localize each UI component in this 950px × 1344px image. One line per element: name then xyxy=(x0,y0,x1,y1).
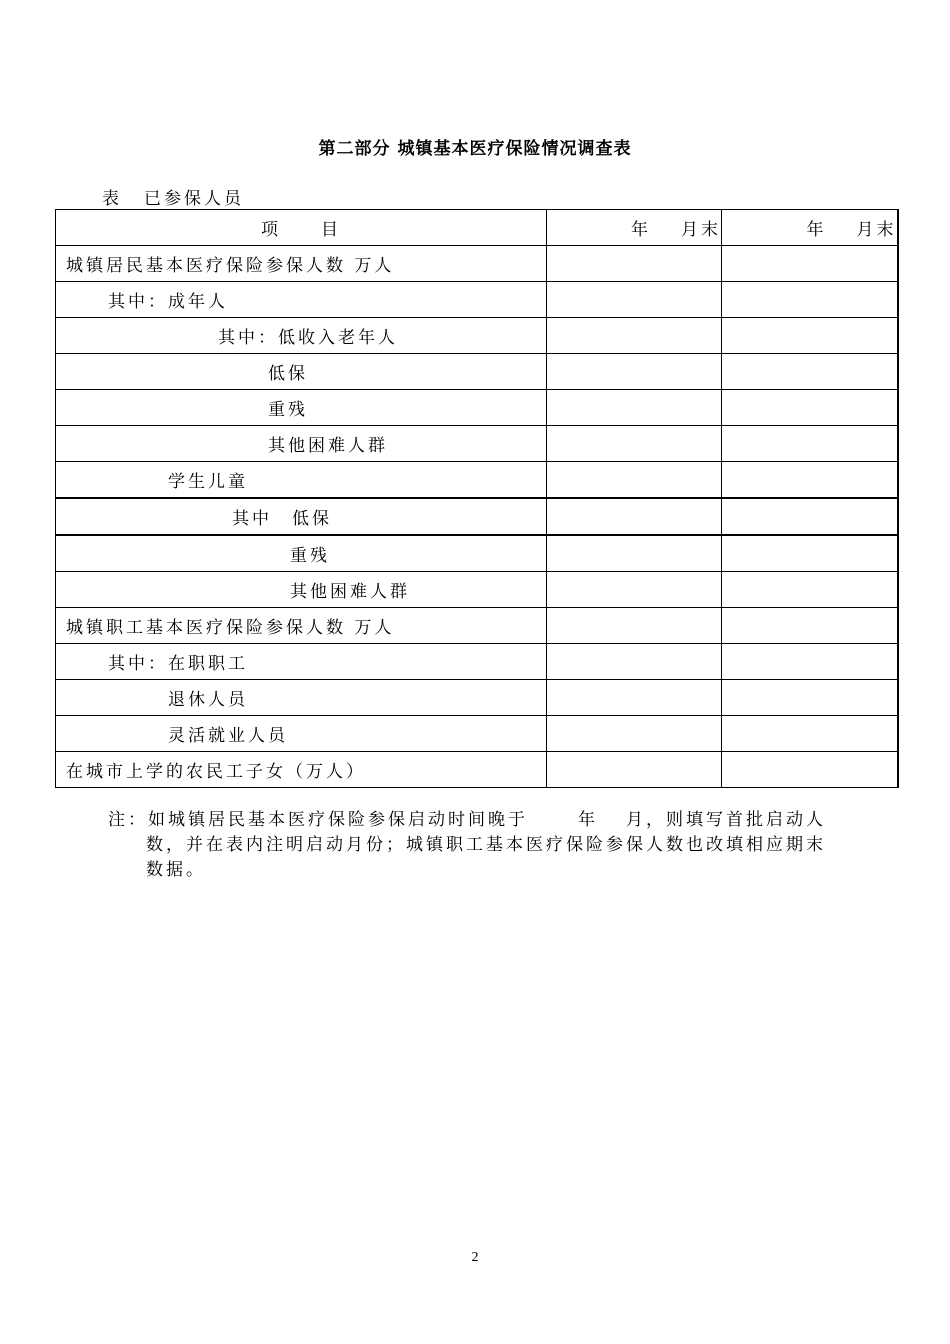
value-cell-period-1[interactable] xyxy=(547,608,722,644)
table-row xyxy=(56,716,898,752)
value-cell-period-2[interactable] xyxy=(722,644,898,680)
insured-persons-table xyxy=(55,209,899,788)
row-label: 其中 低保 xyxy=(56,498,547,535)
value-cell-period-2[interactable] xyxy=(722,498,898,535)
table-row xyxy=(56,354,898,390)
value-cell-period-2[interactable] xyxy=(722,680,898,716)
header-period-2-month: 月末 xyxy=(856,220,897,240)
value-cell-period-2[interactable] xyxy=(722,282,898,318)
row-label: 城镇居民基本医疗保险参保人数 万人 xyxy=(56,246,547,282)
value-cell-period-1[interactable] xyxy=(547,644,722,680)
value-cell-period-1[interactable] xyxy=(547,752,722,788)
caption-name: 已参保人员 xyxy=(144,189,244,209)
value-cell-period-1[interactable] xyxy=(547,680,722,716)
header-item: 项 目 xyxy=(56,210,547,246)
table-row xyxy=(56,282,898,318)
value-cell-period-1[interactable] xyxy=(547,572,722,608)
row-label: 低保 xyxy=(56,354,547,390)
value-cell-period-2[interactable] xyxy=(722,246,898,282)
row-label: 重残 xyxy=(56,390,547,426)
page-number: 2 xyxy=(471,1250,479,1265)
value-cell-period-1[interactable] xyxy=(547,318,722,354)
table-row xyxy=(56,390,898,426)
row-label: 其中：在职职工 xyxy=(56,644,547,680)
table-row xyxy=(56,644,898,680)
row-label: 其他困难人群 xyxy=(56,426,547,462)
table-row xyxy=(56,572,898,608)
value-cell-period-1[interactable] xyxy=(547,462,722,499)
value-cell-period-2[interactable] xyxy=(722,318,898,354)
header-period-2 xyxy=(722,210,898,246)
value-cell-period-1[interactable] xyxy=(547,354,722,390)
table-header-row xyxy=(56,210,898,246)
table-row xyxy=(56,426,898,462)
value-cell-period-2[interactable] xyxy=(722,608,898,644)
row-label: 其中：成年人 xyxy=(56,282,547,318)
row-label: 学生儿童 xyxy=(56,462,547,499)
value-cell-period-2[interactable] xyxy=(722,354,898,390)
note-line-2: 数，并在表内注明启动月份；城镇职工基本医疗保险参保人数也改填相应期末 xyxy=(146,835,826,855)
value-cell-period-1[interactable] xyxy=(547,390,722,426)
table-row xyxy=(56,498,898,535)
value-cell-period-1[interactable] xyxy=(547,246,722,282)
value-cell-period-2[interactable] xyxy=(722,572,898,608)
row-label: 重残 xyxy=(56,535,547,572)
note-line-3: 数据。 xyxy=(146,860,206,880)
note-year-placeholder: 年 xyxy=(578,810,598,830)
table-row xyxy=(56,680,898,716)
table-row xyxy=(56,318,898,354)
note-text: 月，则填写首批启动人 xyxy=(626,810,826,830)
table-row xyxy=(56,246,898,282)
value-cell-period-1[interactable] xyxy=(547,535,722,572)
value-cell-period-1[interactable] xyxy=(547,426,722,462)
row-label: 退休人员 xyxy=(56,680,547,716)
table-row xyxy=(56,535,898,572)
header-period-1-month: 月末 xyxy=(681,220,721,240)
value-cell-period-1[interactable] xyxy=(547,498,722,535)
table-row xyxy=(56,462,898,499)
value-cell-period-2[interactable] xyxy=(722,716,898,752)
table-note xyxy=(108,808,868,883)
header-period-2-year: 年 xyxy=(806,220,827,240)
header-period-1-year: 年 xyxy=(631,220,651,240)
header-period-1 xyxy=(547,210,722,246)
row-label: 城镇职工基本医疗保险参保人数 万人 xyxy=(56,608,547,644)
note-text: 注：如城镇居民基本医疗保险参保启动时间晚于 xyxy=(108,810,528,830)
value-cell-period-1[interactable] xyxy=(547,282,722,318)
row-label: 在城市上学的农民工子女（万人） xyxy=(56,752,547,788)
value-cell-period-2[interactable] xyxy=(722,426,898,462)
caption-label: 表 xyxy=(102,189,122,209)
value-cell-period-2[interactable] xyxy=(722,462,898,499)
value-cell-period-2[interactable] xyxy=(722,390,898,426)
row-label: 其中：低收入老年人 xyxy=(56,318,547,354)
value-cell-period-2[interactable] xyxy=(722,535,898,572)
row-label: 灵活就业人员 xyxy=(56,716,547,752)
page-title: 第二部分 城镇基本医疗保险情况调查表 xyxy=(318,139,632,159)
value-cell-period-1[interactable] xyxy=(547,716,722,752)
table-row xyxy=(56,608,898,644)
table-caption xyxy=(102,184,244,209)
note-line-1 xyxy=(108,808,868,833)
table-row xyxy=(56,752,898,788)
value-cell-period-2[interactable] xyxy=(722,752,898,788)
row-label: 其他困难人群 xyxy=(56,572,547,608)
